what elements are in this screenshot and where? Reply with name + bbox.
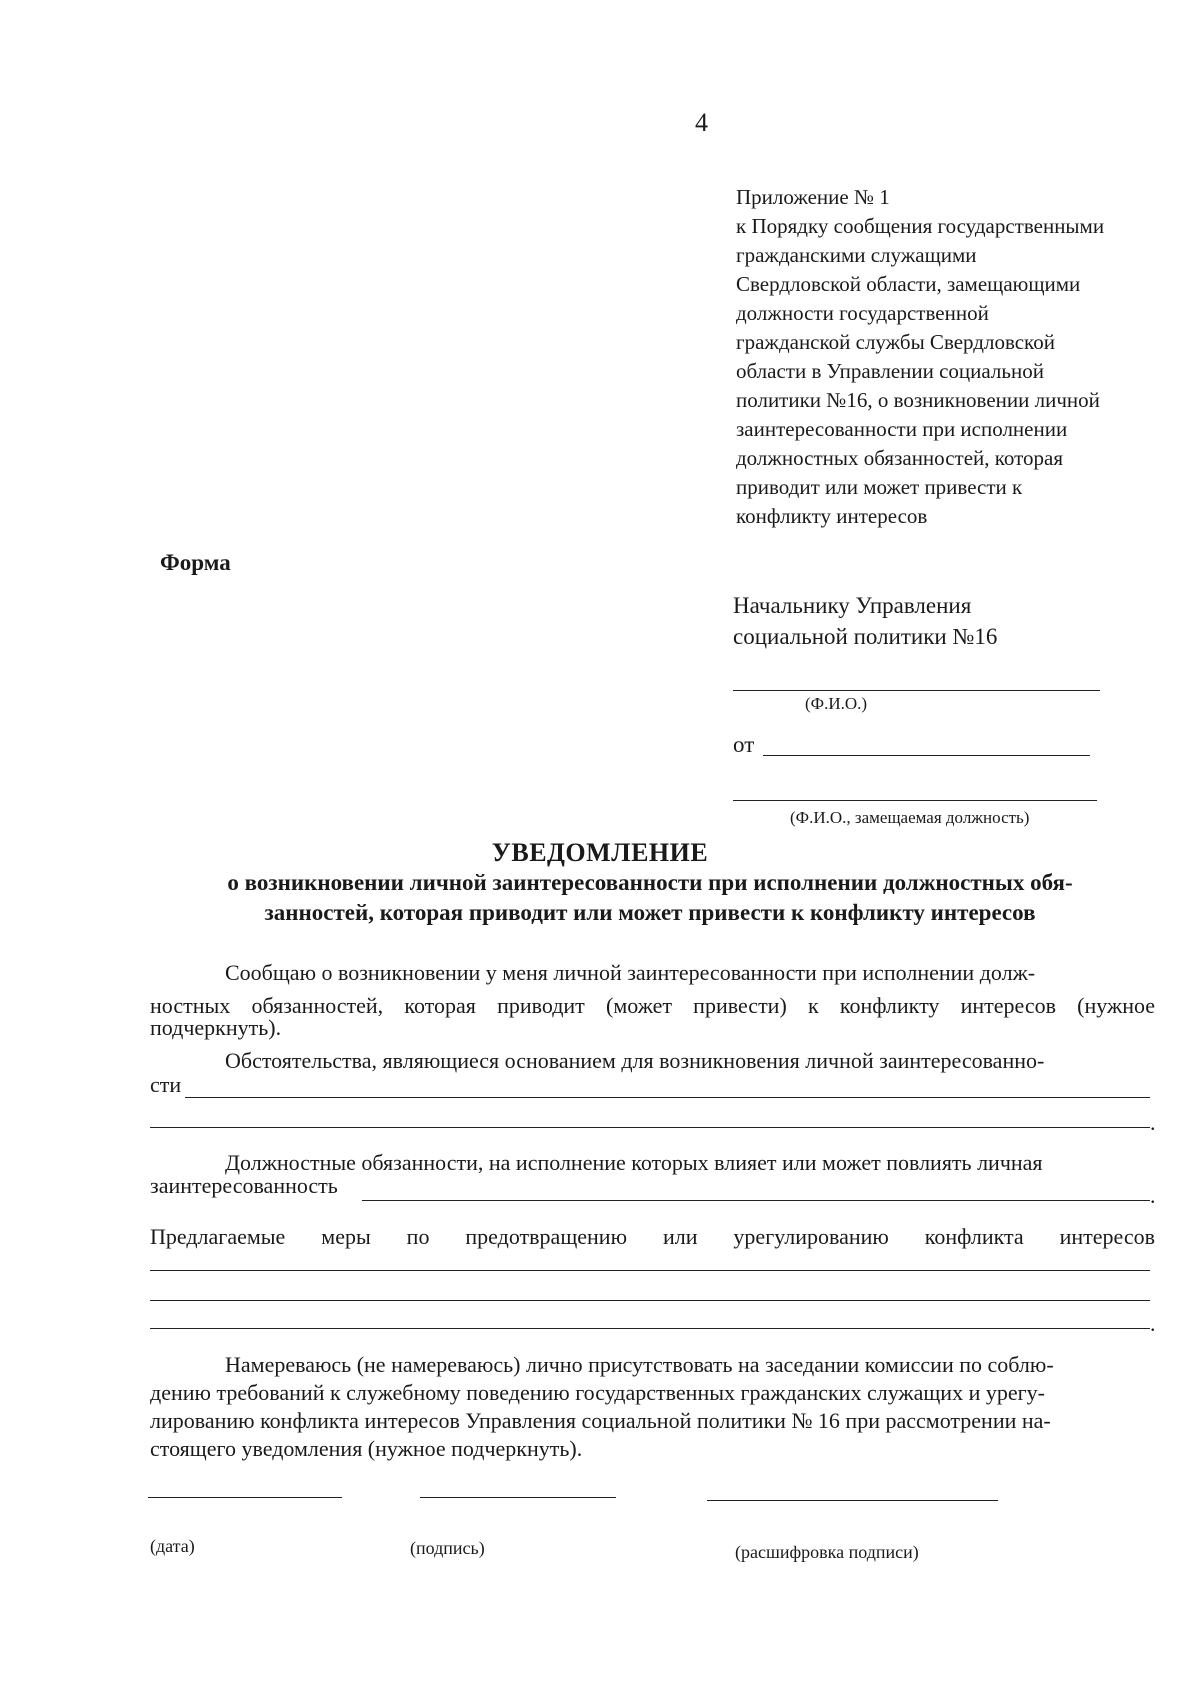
paragraph-5-line-2: дению требований к служебному поведению государственных гражданских служащих и урегу-: [150, 1380, 1045, 1405]
subtitle-line: о возникновении личной заинтересованности при исполнении должностных обя-: [227, 870, 1073, 895]
subtitle-line: занностей, которая приводит или может привести к конфликту интересов: [264, 900, 1036, 925]
addressee-line: Начальнику Управления: [733, 593, 972, 618]
paragraph-3-line-1: Должностные обязанности, на исполнение которых влияет или может повлиять личная: [225, 1150, 1043, 1175]
form-label: Форма: [160, 550, 231, 575]
paragraph-5-line-1: Намереваюсь (не намереваюсь) лично присутствовать на заседании комиссии по соблю-: [225, 1352, 1054, 1377]
addressee-block: [733, 590, 997, 652]
date-line[interactable]: [148, 1497, 342, 1498]
appendix-line: гражданскими служащими: [736, 243, 977, 267]
measures-line-1[interactable]: [150, 1270, 1150, 1271]
appendix-line: приводит или может привести к: [736, 475, 1023, 499]
from-fio-line[interactable]: [763, 755, 1090, 756]
paragraph-1-line-2: ностных обязанностей, которая приводит (может привести) к конфликту интересов (нужное: [150, 993, 1155, 1018]
period: .: [1150, 1311, 1156, 1336]
fio-caption: (Ф.И.О.): [805, 694, 868, 713]
notice-title: УВЕДОМЛЕНИЕ: [491, 838, 709, 867]
appendix-line: Приложение № 1: [736, 185, 890, 209]
paragraph-2-line-2: сти: [150, 1072, 182, 1097]
duties-line[interactable]: [362, 1200, 1150, 1201]
paragraph-4-line-1: Предлагаемые меры по предотвращению или урегулированию конфликта интересов: [150, 1224, 1155, 1249]
date-caption: (дата): [150, 1536, 195, 1556]
measures-line-2[interactable]: [150, 1300, 1150, 1301]
circumstances-line-2[interactable]: [150, 1127, 1150, 1128]
appendix-line: должности государственной: [736, 301, 989, 325]
from-position-line[interactable]: [733, 800, 1097, 801]
appendix-header: [736, 183, 1156, 531]
circumstances-line-1[interactable]: [185, 1097, 1150, 1098]
appendix-line: области в Управлении социальной: [736, 359, 1044, 383]
paragraph-1-line-3: подчеркнуть).: [150, 1015, 282, 1040]
period: .: [1150, 1110, 1156, 1135]
measures-line-3[interactable]: [150, 1328, 1150, 1329]
appendix-line: конфликту интересов: [736, 504, 928, 528]
from-label: от: [733, 732, 755, 757]
notice-subtitle: [150, 868, 1150, 928]
appendix-line: гражданской службы Свердловской: [736, 330, 1055, 354]
paragraph-2-line-1: Обстоятельства, являющиеся основанием для возникновения личной заинтересованно-: [225, 1048, 1045, 1073]
page-number: 4: [695, 108, 708, 137]
paragraph-3-line-2: заинтересованность: [150, 1173, 338, 1198]
appendix-line: Свердловской области, замещающими: [736, 272, 1081, 296]
paragraph-5-line-4: стоящего уведомления (нужное подчеркнуть).: [150, 1436, 583, 1461]
addressee-fio-line[interactable]: [733, 690, 1100, 691]
appendix-line: заинтересованности при исполнении: [736, 417, 1068, 441]
fio-position-caption: (Ф.И.О., замещаемая должность): [790, 808, 1030, 827]
appendix-line: политики №16, о возникновении личной: [736, 388, 1100, 412]
paragraph-1-line-1: Сообщаю о возникновении у меня личной заинтересованности при исполнении долж-: [225, 960, 1036, 985]
appendix-line: должностных обязанностей, которая: [736, 446, 1063, 470]
addressee-line: социальной политики №16: [733, 624, 998, 649]
signature-line[interactable]: [420, 1497, 616, 1498]
decoding-caption: (расшифровка подписи): [735, 1542, 919, 1562]
decoding-line[interactable]: [707, 1500, 998, 1501]
period: .: [1150, 1183, 1156, 1208]
paragraph-5-line-3: лированию конфликта интересов Управления социальной политики № 16 при рассмотрении на-: [150, 1408, 1051, 1433]
signature-caption: (подпись): [410, 1538, 485, 1558]
appendix-line: к Порядку сообщения государственными: [736, 214, 1105, 238]
